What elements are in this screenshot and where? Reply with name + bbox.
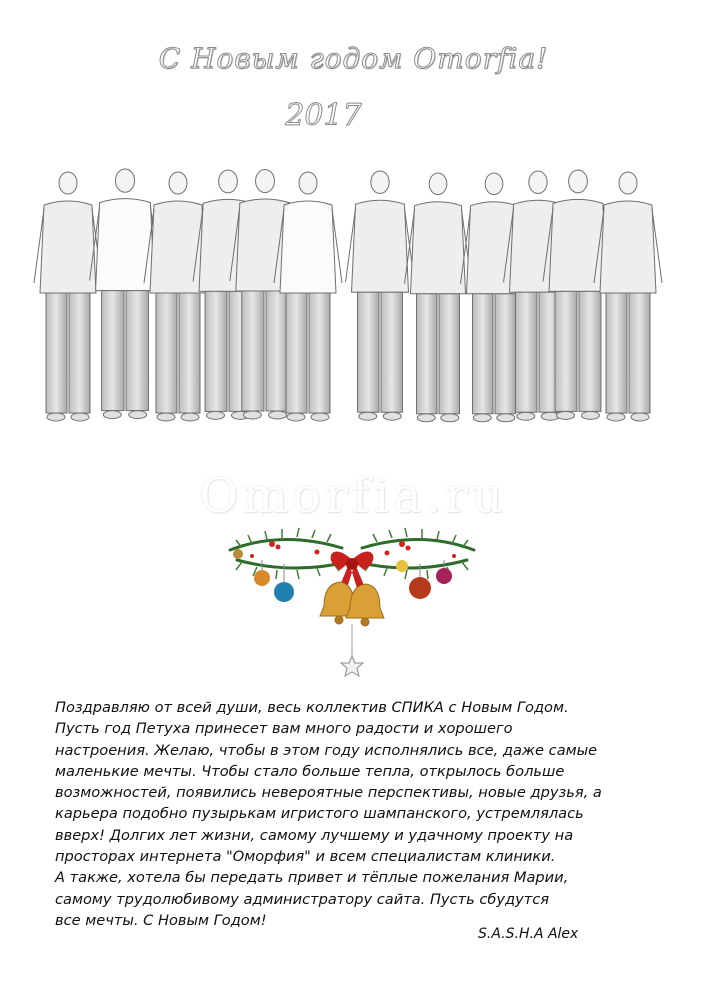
staff-figure	[90, 169, 161, 419]
staff-figure	[346, 171, 415, 420]
red-berries	[250, 541, 456, 558]
staff-figure	[594, 172, 662, 421]
greeting-title: С Новым годом Omorfia!	[158, 42, 549, 75]
greeting-message: Поздравляю от всей души, весь коллектив СПИКА с Новым Годом. Пусть год Петуха принесет вам много радости и хорошего настроения. Желаю, чтобы в этом году исполнялись все, даже самые маленькие мечты. Чтобы стало больше тепла, открылось больше возможностей, появились невероятные перспективы, новые друзья, а карьера подобно пузырькам игристого шампанского, устремлялась вверх! Долгих лет жизни, самому лучшему и удачному проекту на просторах интернета "Оморфия" и всем специалистам клиники. А также, хотела бы передать привет и тёплые пожелания Марии, самому трудолюбивому администратору сайта. Пусть сбудутся все мечты. С Новым Годом!	[55, 699, 602, 929]
watermark: Omorfia.ru	[199, 468, 507, 524]
christmas-garland-illustration	[222, 520, 482, 680]
staff-figure	[404, 173, 471, 422]
star-ornament	[341, 656, 363, 676]
gold-bells	[320, 582, 384, 626]
staff-figure	[34, 172, 102, 421]
pine-needles	[236, 528, 468, 579]
signature: S.A.S.H.A Alex	[478, 926, 579, 942]
year-label: 2017	[285, 98, 362, 133]
staff-figure	[144, 172, 212, 421]
team-sketch-illustration	[30, 145, 670, 435]
